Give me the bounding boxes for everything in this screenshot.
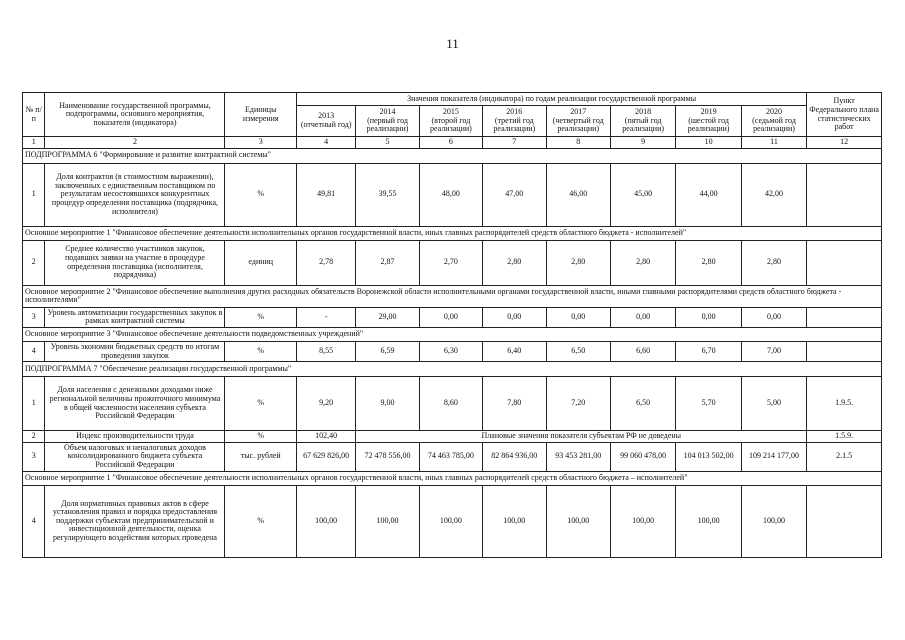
table-row	[23, 163, 882, 226]
plan-item-cell	[807, 240, 882, 285]
header-number: № п/п	[23, 93, 45, 137]
table-row	[23, 485, 882, 557]
indicator-unit: тыс. рублей	[225, 442, 297, 471]
header-year: 2015 (второй год реализации)	[419, 106, 482, 137]
main-event-title: Основное мероприятие 1 "Финансовое обеспечение деятельности исполнительных органов государственной власти, иных главных распорядителей средств областного бюджета – исполнителей"	[23, 471, 882, 485]
value-cell: 100,00	[483, 485, 546, 557]
main-event-row	[23, 471, 882, 485]
value-cell: 100,00	[546, 485, 610, 557]
header-name: Наименование государственной программы, подпрограммы, основного мероприятия, показателя (индикатора)	[45, 93, 225, 137]
value-cell: 7,20	[546, 377, 610, 431]
value-cell: 42,00	[741, 163, 806, 226]
header-year: 2014 (первый год реализации)	[356, 106, 419, 137]
value-cell: 39,55	[356, 163, 419, 226]
value-cell: 2,80	[483, 240, 546, 285]
value-cell: 0,00	[610, 307, 675, 327]
indicator-name: Среднее количество участников закупок, подавших заявки на участие в процедуре определения поставщика (исполнителя, подрядчика)	[45, 240, 225, 285]
column-number: 3	[225, 137, 297, 149]
value-cell: 72 478 556,00	[356, 442, 419, 471]
value-cell: 67 629 826,00	[297, 442, 356, 471]
value-cell: 45,00	[610, 163, 675, 226]
value-cell: 5,70	[676, 377, 741, 431]
value-cell: 7,80	[483, 377, 546, 431]
value-cell: 8,60	[419, 377, 482, 431]
value-cell: 104 013 502,00	[676, 442, 741, 471]
column-number: 2	[45, 137, 225, 149]
value-cell: 100,00	[419, 485, 482, 557]
value-cell: 6,59	[356, 341, 419, 361]
indicator-unit: единиц	[225, 240, 297, 285]
indicator-name: Доля нормативных правовых актов в сфере установления правил и порядка предоставления поддержки субъектам предпринимательской и инвестиционной деятельности, оценка регулирующего воздействия которых проведена	[45, 485, 225, 557]
column-number: 8	[546, 137, 610, 149]
value-cell: 7,00	[741, 341, 806, 361]
header-column-numbers	[23, 137, 882, 149]
value-cell: 0,00	[546, 307, 610, 327]
value-cell: 2,80	[546, 240, 610, 285]
value-cell: 2,80	[610, 240, 675, 285]
column-number: 12	[807, 137, 882, 149]
subprogram-title: ПОДПРОГРАММА 7 "Обеспечение реализации государственной программы"	[23, 362, 882, 377]
indicators-table	[22, 92, 882, 558]
header-unit: Единицы измерения	[225, 93, 297, 137]
value-cell: 2,87	[356, 240, 419, 285]
plan-item-cell	[807, 163, 882, 226]
value-cell: 8,55	[297, 341, 356, 361]
column-number: 11	[741, 137, 806, 149]
subprogram-6-row	[23, 148, 882, 163]
value-cell: 6,40	[483, 341, 546, 361]
indicator-unit: %	[225, 377, 297, 431]
indicator-name: Уровень экономии бюджетных средств по итогам проведения закупок	[45, 341, 225, 361]
indicator-unit: %	[225, 307, 297, 327]
header-year: 2019 (шестой год реализации)	[676, 106, 741, 137]
value-cell: 6,50	[610, 377, 675, 431]
value-cell: 0,00	[676, 307, 741, 327]
header-values: Значения показателя (индикатора) по годам реализации государственной программы	[297, 93, 807, 106]
value-cell: 2,78	[297, 240, 356, 285]
column-number: 1	[23, 137, 45, 149]
main-event-row	[23, 226, 882, 240]
row-number: 3	[23, 442, 45, 471]
value-cell: 6,60	[610, 341, 675, 361]
value-cell: 99 060 478,00	[610, 442, 675, 471]
table-row	[23, 240, 882, 285]
value-cell: 82 864 936,00	[483, 442, 546, 471]
header-year: 2013 (отчетный год)	[297, 106, 356, 137]
value-cell: -	[297, 307, 356, 327]
value-cell: 5,00	[741, 377, 806, 431]
column-number: 4	[297, 137, 356, 149]
header-year: 2018 (пятый год реализации)	[610, 106, 675, 137]
value-cell: 102,40	[297, 431, 356, 443]
indicator-name: Объем налоговых и неналоговых доходов консолидированного бюджета субъекта Российской Федерации	[45, 442, 225, 471]
main-event-title: Основное мероприятие 2 "Финансовое обеспечение выполнения других расходных обязательств Воронежской области исполнительными органами государственной власти, иными главными распорядителями средств областного бюджета - исполнителями"	[23, 285, 882, 307]
table-row	[23, 341, 882, 361]
plan-item-cell	[807, 485, 882, 557]
row-number: 3	[23, 307, 45, 327]
subprogram-title: ПОДПРОГРАММА 6 "Формирование и развитие контрактной системы"	[23, 148, 882, 163]
value-cell: 2,80	[676, 240, 741, 285]
value-cell: 0,00	[419, 307, 482, 327]
value-cell: 74 463 785,00	[419, 442, 482, 471]
table-row	[23, 377, 882, 431]
header-year: 2016 (третий год реализации)	[483, 106, 546, 137]
indicator-unit: %	[225, 485, 297, 557]
value-cell: 100,00	[676, 485, 741, 557]
value-cell: 6,70	[676, 341, 741, 361]
header-year: 2017 (четвертый год реализации)	[546, 106, 610, 137]
value-cell: 0,00	[483, 307, 546, 327]
plan-item-cell	[807, 307, 882, 327]
value-cell: 100,00	[297, 485, 356, 557]
indicator-name: Доля населения с денежными доходами ниже региональной величины прожиточного минимума в общей численности населения субъекта Российской Федерации	[45, 377, 225, 431]
main-event-row	[23, 327, 882, 341]
value-cell: 46,00	[546, 163, 610, 226]
plan-item-cell: 1.9.5.	[807, 377, 882, 431]
indicator-name: Уровень автоматизации государственных закупок в рамках контрактной системы	[45, 307, 225, 327]
value-cell: 100,00	[610, 485, 675, 557]
table-row	[23, 307, 882, 327]
value-cell: 109 214 177,00	[741, 442, 806, 471]
value-cell: 9,20	[297, 377, 356, 431]
value-cell: 6,30	[419, 341, 482, 361]
row-number: 4	[23, 485, 45, 557]
value-cell: 2,80	[741, 240, 806, 285]
value-cell: 44,00	[676, 163, 741, 226]
table-row	[23, 442, 882, 471]
row-number: 2	[23, 240, 45, 285]
header-plan-item: Пункт Федерального плана статистических работ	[807, 93, 882, 137]
value-cell: 29,00	[356, 307, 419, 327]
column-number: 6	[419, 137, 482, 149]
plan-item-cell	[807, 341, 882, 361]
row-number: 1	[23, 377, 45, 431]
row-number: 4	[23, 341, 45, 361]
row-number: 2	[23, 431, 45, 443]
value-cell: 100,00	[741, 485, 806, 557]
page-number: 11	[446, 36, 459, 51]
value-cell: 47,00	[483, 163, 546, 226]
indicator-unit: %	[225, 163, 297, 226]
value-cell: 49,81	[297, 163, 356, 226]
plan-item-cell: 2.1.5	[807, 442, 882, 471]
value-cell: 48,00	[419, 163, 482, 226]
value-cell: 93 453 281,00	[546, 442, 610, 471]
table-row	[23, 431, 882, 443]
merged-note-cell: Плановые значения показателя субъектам РФ не доведены	[356, 431, 807, 443]
indicator-name: Индекс производительности труда	[45, 431, 225, 443]
indicator-name: Доля контрактов (в стоимостном выражении), заключенных с единственным поставщиком по результатам несостоявшихся конкурентных процедур определения поставщика (подрядчика, исполнителя)	[45, 163, 225, 226]
column-number: 10	[676, 137, 741, 149]
column-number: 5	[356, 137, 419, 149]
plan-item-cell: 1.5.9.	[807, 431, 882, 443]
main-event-row	[23, 285, 882, 307]
column-number: 9	[610, 137, 675, 149]
row-number: 1	[23, 163, 45, 226]
value-cell: 6,50	[546, 341, 610, 361]
header-year: 2020 (седьмой год реализации)	[741, 106, 806, 137]
header-row-top	[23, 93, 882, 106]
indicator-unit: %	[225, 341, 297, 361]
subprogram-7-row	[23, 362, 882, 377]
main-event-title: Основное мероприятие 1 "Финансовое обеспечение деятельности исполнительных органов государственной власти, иных главных распорядителей средств областного бюджета - исполнителей"	[23, 226, 882, 240]
indicator-unit: %	[225, 431, 297, 443]
value-cell: 9,00	[356, 377, 419, 431]
value-cell: 2,70	[419, 240, 482, 285]
main-event-title: Основное мероприятие 3 "Финансовое обеспечение деятельности подведомственных учреждений"	[23, 327, 882, 341]
value-cell: 0,00	[741, 307, 806, 327]
column-number: 7	[483, 137, 546, 149]
value-cell: 100,00	[356, 485, 419, 557]
